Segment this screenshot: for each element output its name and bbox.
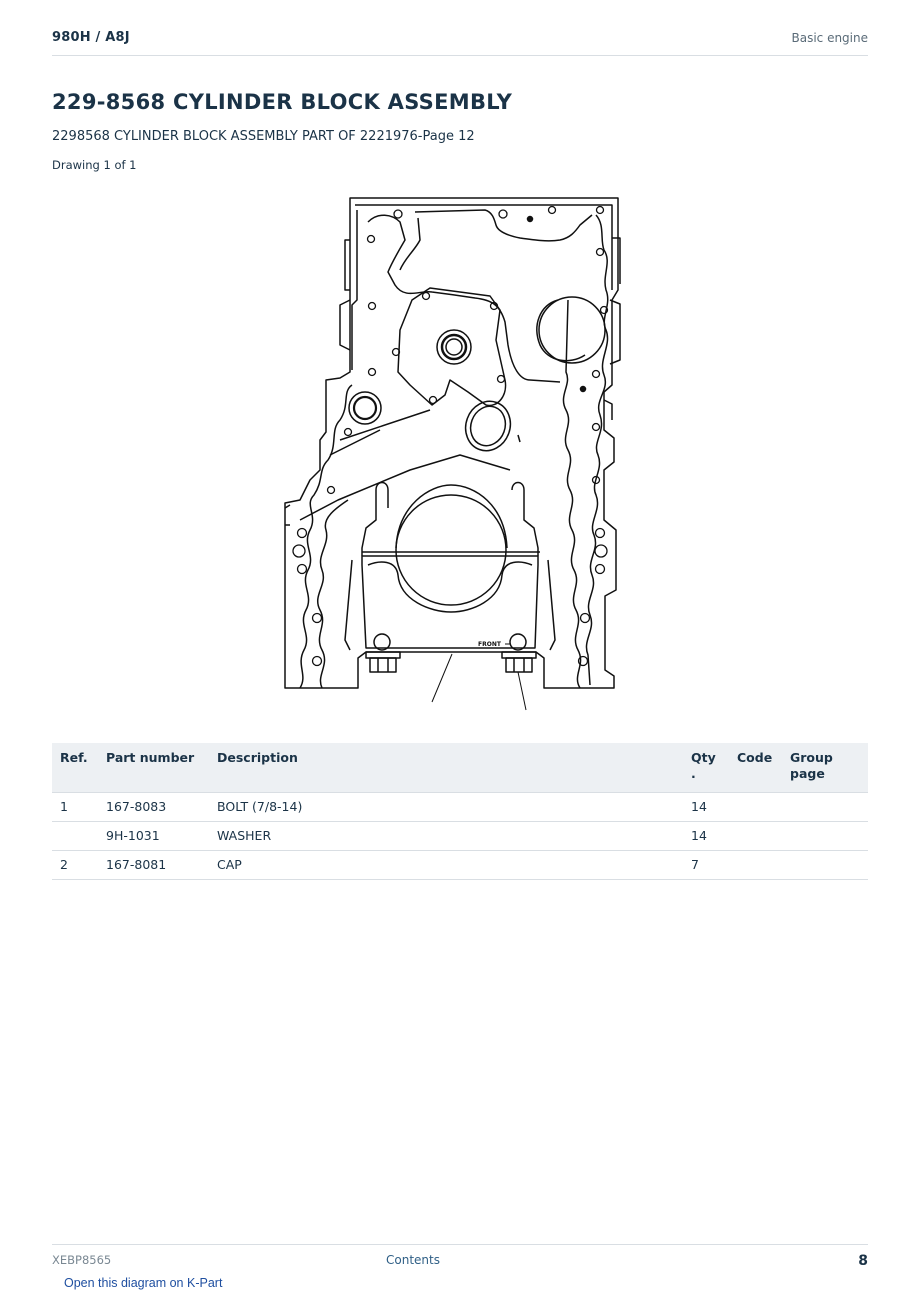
parts-table — [52, 743, 868, 880]
row-part-number: 167-8081 — [98, 850, 209, 879]
row-ref: 1 — [52, 792, 98, 821]
row-ref: 2 — [52, 850, 98, 879]
oil-pump-cover — [398, 288, 506, 405]
cylinder-block-diagram — [280, 190, 640, 715]
front-label: FRONT — [478, 641, 501, 648]
row-description: CAP — [209, 850, 683, 879]
table-row — [52, 821, 868, 850]
header-description: Description — [209, 743, 683, 792]
row-description: WASHER — [209, 821, 683, 850]
header-code: Code — [729, 743, 782, 792]
header-qty: Qty . — [683, 743, 729, 792]
row-group-page — [782, 850, 868, 879]
row-group-page — [782, 792, 868, 821]
row-code — [729, 792, 782, 821]
row-group-page — [782, 821, 868, 850]
page-subtitle: 2298568 CYLINDER BLOCK ASSEMBLY PART OF 2221976-Page 12 — [52, 129, 475, 144]
row-part-number: 9H-1031 — [98, 821, 209, 850]
open-kpart-link[interactable]: Open this diagram on K-Part — [64, 1276, 223, 1290]
row-ref — [52, 821, 98, 850]
model-label: 980H / A8J — [52, 30, 130, 45]
leader-line-1 — [432, 654, 452, 702]
table-row — [52, 850, 868, 879]
row-code — [729, 821, 782, 850]
contents-link[interactable]: Contents — [386, 1253, 440, 1267]
block-outline — [285, 198, 618, 688]
page-number: 8 — [858, 1253, 868, 1269]
row-description: BOLT (7/8-14) — [209, 792, 683, 821]
table-header-row — [52, 743, 868, 792]
bearing-cap — [362, 556, 538, 648]
section-label: Basic engine — [791, 31, 868, 45]
header-part-number: Part number — [98, 743, 209, 792]
page-footer — [52, 1244, 868, 1274]
drawing-count: Drawing 1 of 1 — [52, 158, 137, 172]
table-row — [52, 792, 868, 821]
row-code — [729, 850, 782, 879]
page-title: 229-8568 CYLINDER BLOCK ASSEMBLY — [52, 90, 513, 114]
header-group-page: Group page — [782, 743, 868, 792]
header-ref: Ref. — [52, 743, 98, 792]
row-qty: 14 — [683, 792, 729, 821]
bolt-holes — [293, 207, 608, 666]
page-header — [52, 28, 868, 56]
row-qty: 14 — [683, 821, 729, 850]
document-id: XEBP8565 — [52, 1253, 112, 1267]
row-qty: 7 — [683, 850, 729, 879]
row-part-number: 167-8083 — [98, 792, 209, 821]
leader-line-2 — [518, 672, 526, 710]
